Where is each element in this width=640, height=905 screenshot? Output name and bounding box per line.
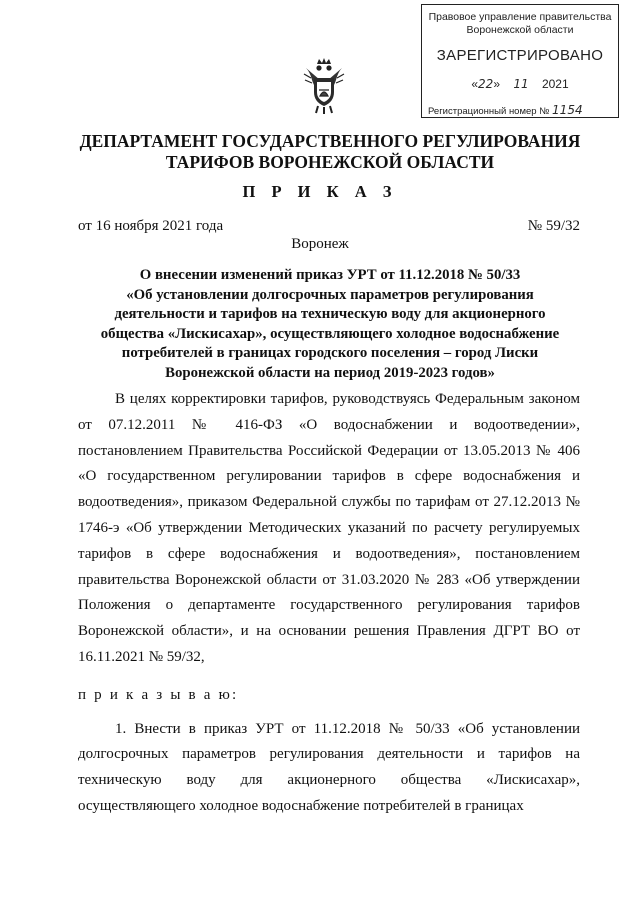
title-line: О внесении изменений приказ УРТ от 11.12.2018 № 50/33 [139,267,521,283]
title-line: общества «Лискисахар», осуществляющего холодное водоснабжение [100,325,560,342]
title-line: Воронежской области на период 2019-2023 годов» [165,364,495,381]
order-body [78,387,580,820]
stamp-reg-number: 1154 [552,103,583,117]
preamble-paragraph: В целях корректировки тарифов, руководствуясь Федеральным законом от 07.12.2011 № 416-ФЗ «О водоснабжении и водоотведении», постановлением Правительства Российской Федерации от 13.05.2013 № 406 «О государственном регулировании тарифов в сфере водоснабжения и водоотведения», приказом Федеральной службы по тарифам от 27.12.2013 № 1746-э «Об утверждении Методических указаний по расчету регулируемых тарифов в сфере водоснабжения и водоотведения», постановлением правительства Воронежской области от 31.03.2020 № 283 «Об утверждении Положения о департаменте государственного регулирования тарифов Воронежской области», и на основании решения Правления ДГРТ ВО от 16.11.2021 № 59/32, [78,391,580,665]
department-name-line1: ДЕПАРТАМЕНТ ГОСУДАРСТВЕННОГО РЕГУЛИРОВАНИЯ [79,131,581,151]
stamp-reg-label: Регистрационный номер № [428,106,550,117]
title-line: деятельности и тарифов на техническую воду для акционерного [114,306,546,323]
stamp-date-day: 22 [478,77,494,91]
order-city: Воронеж [291,236,349,252]
title-line: потребителей в границах городского поселения – город Лиски [121,345,539,362]
document-type: П Р И К А З [242,182,398,201]
stamp-org-line1: Правовое управление правительства [428,11,612,23]
order-title [70,266,590,384]
order-word: п р и к а з ы в а ю: [78,686,239,703]
title-line: «Об установлении долгосрочных параметров регулирования [126,286,534,303]
stamp-org-line2: Воронежской области [466,24,574,36]
coat-of-arms-icon [302,58,346,114]
order-date: от 16 ноября 2021 года [78,218,224,234]
stamp-date: «22» 11 2021 [471,77,569,91]
registration-stamp [421,4,619,118]
stamp-status: ЗАРЕГИСТРИРОВАНО [436,47,604,64]
stamp-reg-row [428,103,614,117]
item-1-paragraph: 1. Внести в приказ УРТ от 11.12.2018 № 50/33 «Об установлении долгосрочных параметров регулирования деятельности и тарифов на техническую воду для акционерного общества «Лискисахар», осуществляющего холодное водоснабжение потребителей в границах [78,720,580,814]
order-number: № 59/32 [527,218,580,234]
department-name-line2: ТАРИФОВ ВОРОНЕЖСКОЙ ОБЛАСТИ [165,152,495,172]
stamp-date-year: 2021 [541,77,569,91]
stamp-date-month: 11 [513,77,529,91]
